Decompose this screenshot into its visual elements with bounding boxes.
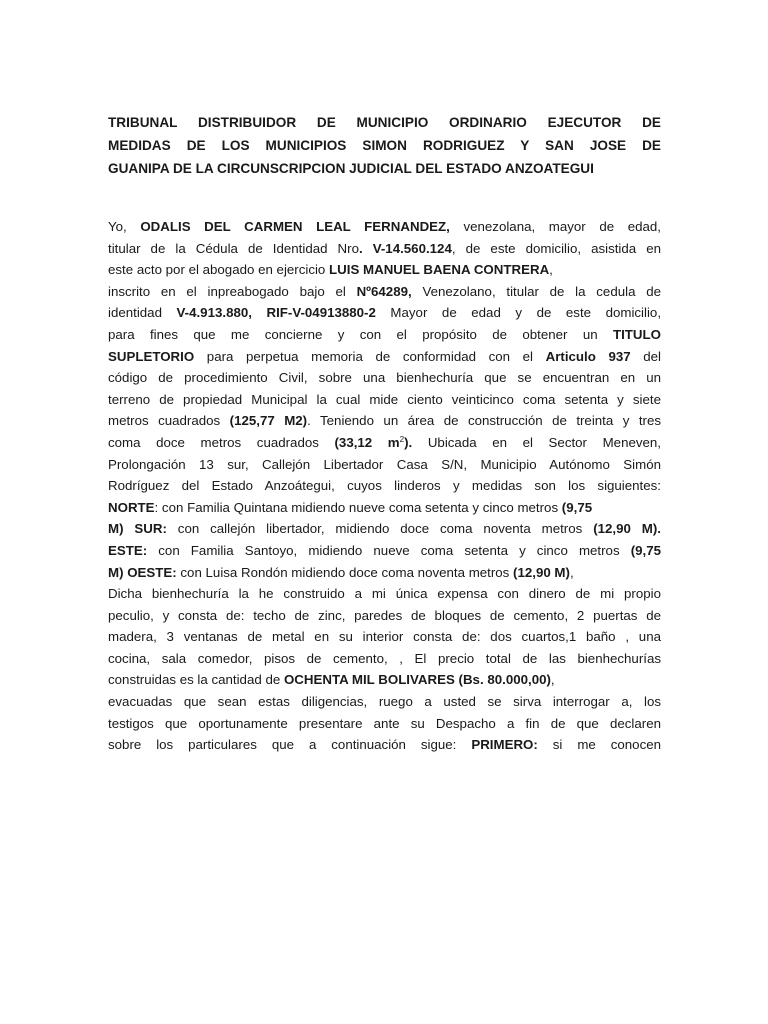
body-line (108, 302, 661, 324)
body-line (108, 259, 661, 281)
text-run: con callejón libertador, midiendo doce coma noventa metros (166, 521, 594, 537)
text-run: Venezolano, titular de la cedula de (411, 283, 661, 299)
petition-body (108, 216, 661, 756)
body-line (108, 713, 661, 735)
body-line (108, 346, 661, 368)
text-run: peculio, y consta de: techo de zinc, paredes de bloques de cemento, 2 puertas de (108, 607, 661, 623)
bold-text: ODALIS DEL CARMEN LEAL FERNANDEZ, (140, 219, 450, 234)
heading-line: GUANIPA DE LA CIRCUNSCRIPCION JUDICIAL DEL ESTADO ANZOATEGUI (108, 161, 594, 176)
body-line (108, 562, 661, 584)
body-line (108, 497, 661, 519)
body-line (108, 389, 661, 411)
bold-text: ESTE: (108, 542, 148, 558)
body-line (108, 669, 661, 691)
text-run: para perpetua memoria de conformidad con el (194, 348, 546, 364)
text-run: . Teniendo un área de construcción de treinta y tres (307, 413, 661, 429)
body-line (108, 626, 661, 648)
bold-text: (9,75 (561, 499, 593, 515)
text-run: inscrito en el inpreabogado bajo el (108, 283, 357, 299)
text-run: Mayor de edad y de este domicilio, (375, 305, 662, 321)
text-run: coma doce metros cuadrados (108, 434, 335, 450)
text-run: este acto por el abogado en ejercicio (108, 262, 330, 278)
text-run: , (549, 262, 553, 278)
bold-text: V-4.913.880, RIF-V-04913880-2 (176, 305, 376, 321)
body-line (108, 432, 661, 454)
text-run: para fines que me concierne y con el propósito de obtener un (108, 326, 613, 342)
bold-text: OCHENTA MIL BOLIVARES (Bs. 80.000,00) (283, 672, 551, 688)
text-run: cocina, sala comedor, pisos de cemento, , El precio total de las bienhechurías (108, 650, 661, 666)
bold-text: (9,75 (630, 542, 661, 558)
bold-text: (12,90 M) (513, 564, 570, 580)
bold-text: Nº64289, (356, 283, 412, 299)
body-line (108, 583, 661, 605)
text-run: Rodríguez del Estado Anzoátegui, cuyos linderos y medidas son los siguientes: (108, 478, 661, 494)
text-run: sobre los particulares que a continuación sigue: (108, 737, 472, 753)
bold-text: M) SUR: (108, 521, 167, 537)
body-line (108, 648, 661, 670)
bold-text: SUPLETORIO (108, 348, 195, 364)
text-run: del (630, 348, 661, 364)
text-run: , (550, 672, 555, 688)
text-run: titular de la Cédula de Identidad Nro (108, 240, 359, 256)
text-run: metros cuadrados (108, 413, 230, 429)
bold-text: PRIMERO: (471, 737, 538, 753)
body-line (108, 734, 661, 756)
body-line (108, 454, 661, 476)
body-line (108, 324, 661, 346)
text-run: construidas es la cantidad de (108, 672, 284, 688)
body-line (108, 605, 661, 627)
body-line (108, 281, 661, 303)
body-line (108, 475, 661, 497)
text-run: Dicha bienhechuría la he construido a mi única expensa con dinero de mi propio (108, 586, 661, 602)
text-run: testigos que oportunamente presentare ante su Despacho a fin de que declaren (108, 715, 661, 731)
bold-text: (12,90 M). (593, 521, 661, 537)
text-run: , (569, 564, 574, 580)
court-heading (108, 111, 661, 180)
text-run: venezolana, mayor de edad, (449, 219, 662, 234)
bold-text: NORTE (108, 499, 155, 515)
text-run: madera, 3 ventanas de metal en su interior consta de: dos cuartos,1 baño , una (108, 629, 661, 645)
text-run: : con Familia Quintana midiendo nueve coma setenta y cinco metros (154, 499, 562, 515)
body-line (108, 216, 661, 238)
body-line (108, 691, 661, 713)
body-line (108, 540, 661, 562)
body-line (108, 518, 661, 540)
bold-text: TITULO (612, 326, 661, 342)
text-run: si me conocen (537, 737, 662, 753)
text-run: terreno de propiedad Municipal la cual mide ciento veinticinco coma setenta y siete (108, 391, 661, 407)
text-run: Yo, (108, 219, 141, 234)
text-run: Prolongación 13 sur, Callejón Libertador Casa S/N, Municipio Autónomo Simón (108, 456, 661, 472)
bold-text: Articulo 937 (545, 348, 631, 364)
bold-text: M) OESTE: (108, 564, 177, 580)
text-run: Ubicada en el Sector Meneven, (412, 434, 661, 450)
bold-text: . V-14.560.124 (359, 240, 452, 256)
text-run: , de este domicilio, asistida en (451, 240, 661, 256)
bold-text: (125,77 M2) (229, 413, 308, 429)
bold-text: LUIS MANUEL BAENA CONTRERA (329, 262, 550, 278)
text-run: identidad (108, 305, 177, 321)
text-run: con Luisa Rondón midiendo doce coma noventa metros (176, 564, 514, 580)
body-line (108, 410, 661, 432)
bold-text: 2 (399, 434, 405, 444)
heading-line: MEDIDAS DE LOS MUNICIPIOS SIMON RODRIGUEZ Y SAN JOSE DE (108, 138, 661, 153)
body-line (108, 238, 661, 260)
bold-text: (33,12 m (334, 434, 400, 450)
text-run: código de procedimiento Civil, sobre una bienhechuría que se encuentran en un (108, 370, 661, 386)
text-run: con Familia Santoyo, midiendo nueve coma setenta y cinco metros (147, 542, 631, 558)
body-line (108, 367, 661, 389)
text-run: evacuadas que sean estas diligencias, ruego a usted se sirva interrogar a, los (108, 694, 661, 710)
heading-line: TRIBUNAL DISTRIBUIDOR DE MUNICIPIO ORDINARIO EJECUTOR DE (108, 115, 661, 130)
bold-text: ). (404, 434, 413, 450)
